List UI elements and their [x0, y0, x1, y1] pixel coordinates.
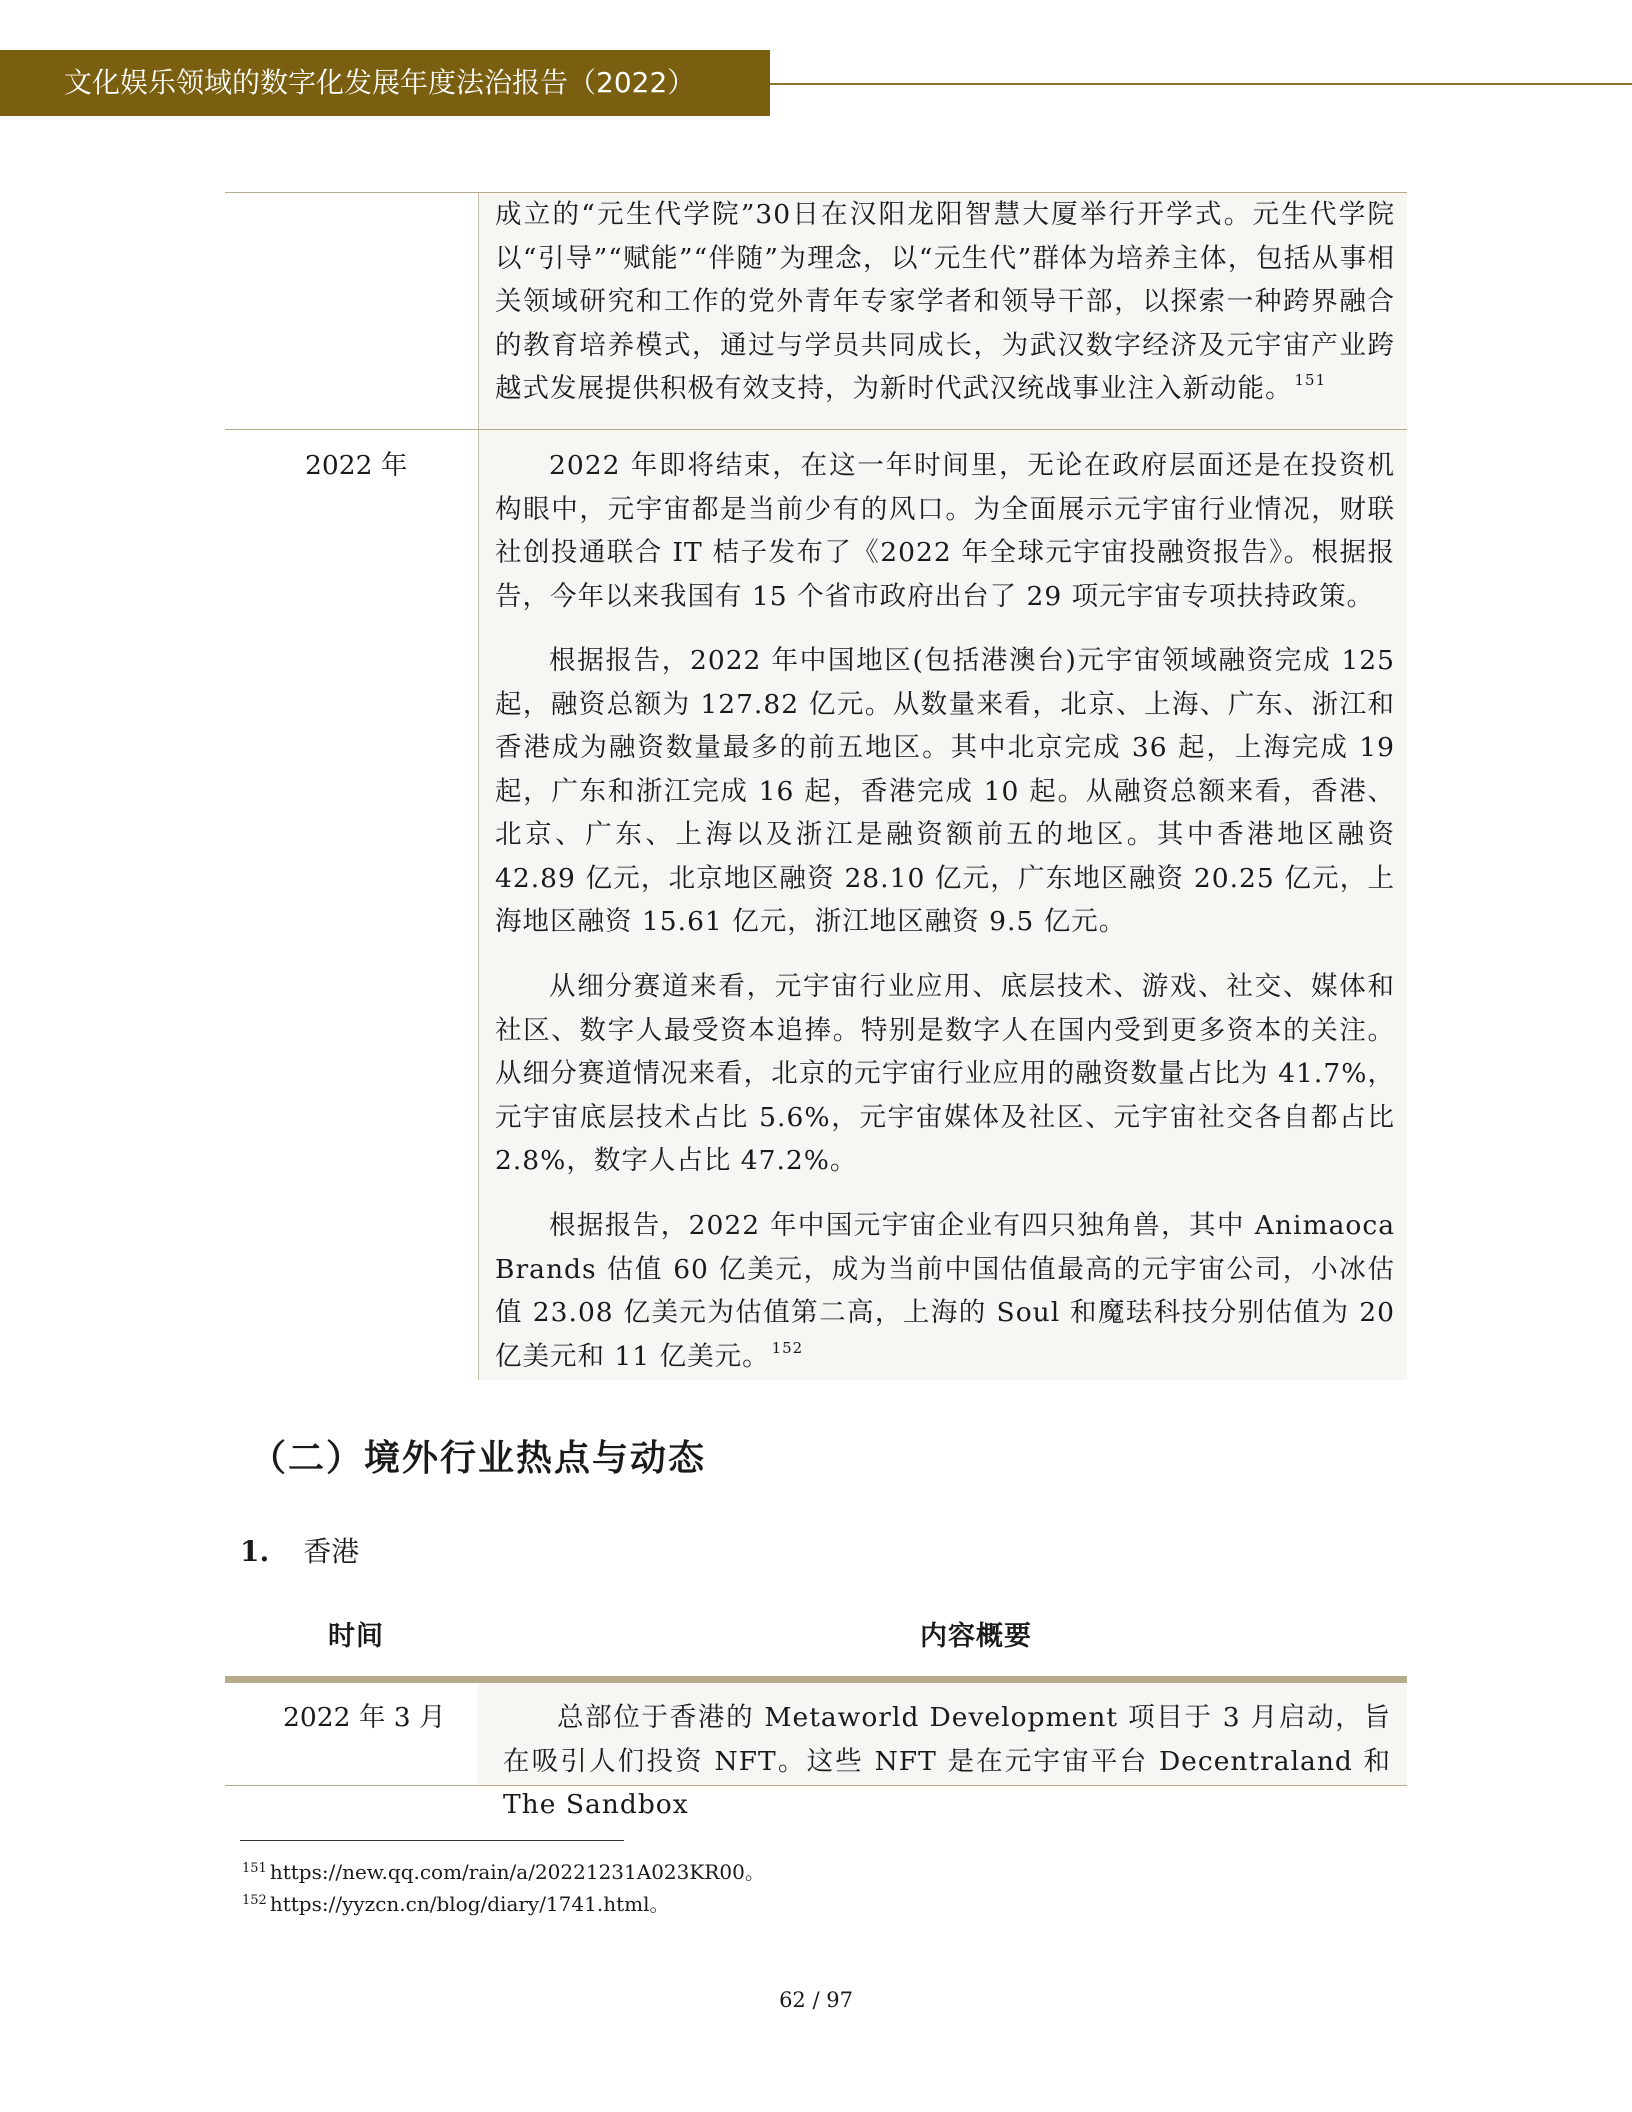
- paragraph-financing-regions: 根据报告，2022 年中国地区(包括港澳台)元宇宙领域融资完成 125 起，融资总额为 127.82 亿元。从数量来看，北京、上海、广东、浙江和香港成为融资数量最多的前五地区。其中北京完成 36 起，上海完成 19 起，广东和浙江完成 16 起，香港完成 10 起。从融资总额来看，香港、北京、广东、上海以及浙江是融资额前五的地区。其中香港地区融资 42.89 亿元，北京地区融资 28.10 亿元，广东地区融资 20.25 亿元，上海地区融资 15.61 亿元，浙江地区融资 9.5 亿元。: [495, 645, 1395, 937]
- paragraph-segments: 从细分赛道来看，元宇宙行业应用、底层技术、游戏、社交、媒体和社区、数字人最受资本追捧。特别是数字人在国内受到更多资本的关注。从细分赛道情况来看，北京的元宇宙行业应用的融资数量占比为 41.7%，元宇宙底层技术占比 5.6%，元宇宙媒体及社区、元宇宙社交各自都占比 2.8%，数字人占比 47.2%。: [495, 971, 1395, 1176]
- time-cell-hk: 2022 年 3 月: [283, 1702, 446, 1733]
- column-header-content: 内容概要: [920, 1621, 1032, 1652]
- continued-paragraph: 成立的“元生代学院”30日在汉阳龙阳智慧大厦举行开学式。元生代学院以“引导”“赋能”“伴随”为理念，以“元生代”群体为培养主体，包括从事相关领域研究和工作的党外青年专家学者和领导干部，以探索一种跨界融合的教育培养模式，通过与学员共同成长，为武汉数字经济及元宇宙产业跨越式发展提供积极有效支持，为新时代武汉统战事业注入新动能。 $^{151}$: [495, 199, 1395, 404]
- page-number: 62 / 97: [779, 1988, 853, 2012]
- table-header-rule: [225, 1676, 1407, 1683]
- footnote-ref-152[interactable]: 152: [771, 1338, 804, 1357]
- table-bottom-border: [225, 1785, 1407, 1786]
- column-divider: [478, 193, 479, 429]
- time-cell-2022: 2022 年: [305, 450, 408, 481]
- subsection-title: [240, 1530, 359, 1570]
- footnote-link-152[interactable]: https://yyzcn.cn/blog/diary/1741.html。: [269, 1892, 670, 1916]
- footnote-rule: [240, 1840, 624, 1841]
- section-title: （二）境外行业热点与动态: [250, 1437, 707, 1479]
- report-header-title: 文化娱乐领域的数字化发展年度法治报告（2022）: [0, 50, 770, 116]
- header-rule: [770, 83, 1632, 85]
- footnote-link-151[interactable]: https://new.qq.com/rain/a/20221231A023KR00。: [269, 1860, 765, 1884]
- footnote-152: $^{152}$ https://yyzcn.cn/blog/diary/1741.html。: [242, 1892, 670, 1916]
- subsection-number: 1.: [240, 1535, 270, 1568]
- column-header-time: 时间: [328, 1621, 384, 1652]
- subsection-label: 香港: [303, 1535, 360, 1568]
- column-divider: [478, 430, 479, 1380]
- footnote-151: $^{151}$ https://new.qq.com/rain/a/20221231A023KR00。: [242, 1860, 765, 1884]
- paragraph-hk-metaworld: 总部位于香港的 Metaworld Development 项目于 3 月启动，旨在吸引人们投资 NFT。这些 NFT 是在元宇宙平台 Decentraland 和 The Sandbox: [503, 1702, 1391, 1820]
- paragraph-unicorns: 根据报告，2022 年中国元宇宙企业有四只独角兽，其中 Animaoca Brands 估值 60 亿美元，成为当前中国估值最高的元宇宙公司，小冰估值 23.08 亿美元为估值第二高，上海的 Soul 和魔珐科技分别估值为 20 亿美元和 11 亿美元。 $^{152}$: [495, 1210, 1395, 1372]
- paragraph-2022-intro: 2022 年即将结束，在这一年时间里，无论在政府层面还是在投资机构眼中，元宇宙都是当前少有的风口。为全面展示元宇宙行业情况，财联社创投通联合 IT 桔子发布了《2022 年全球元宇宙投融资报告》。根据报告，今年以来我国有 15 个省市政府出台了 29 项元宇宙专项扶持政策。: [495, 450, 1395, 612]
- footnote-ref-151[interactable]: 151: [1294, 371, 1327, 389]
